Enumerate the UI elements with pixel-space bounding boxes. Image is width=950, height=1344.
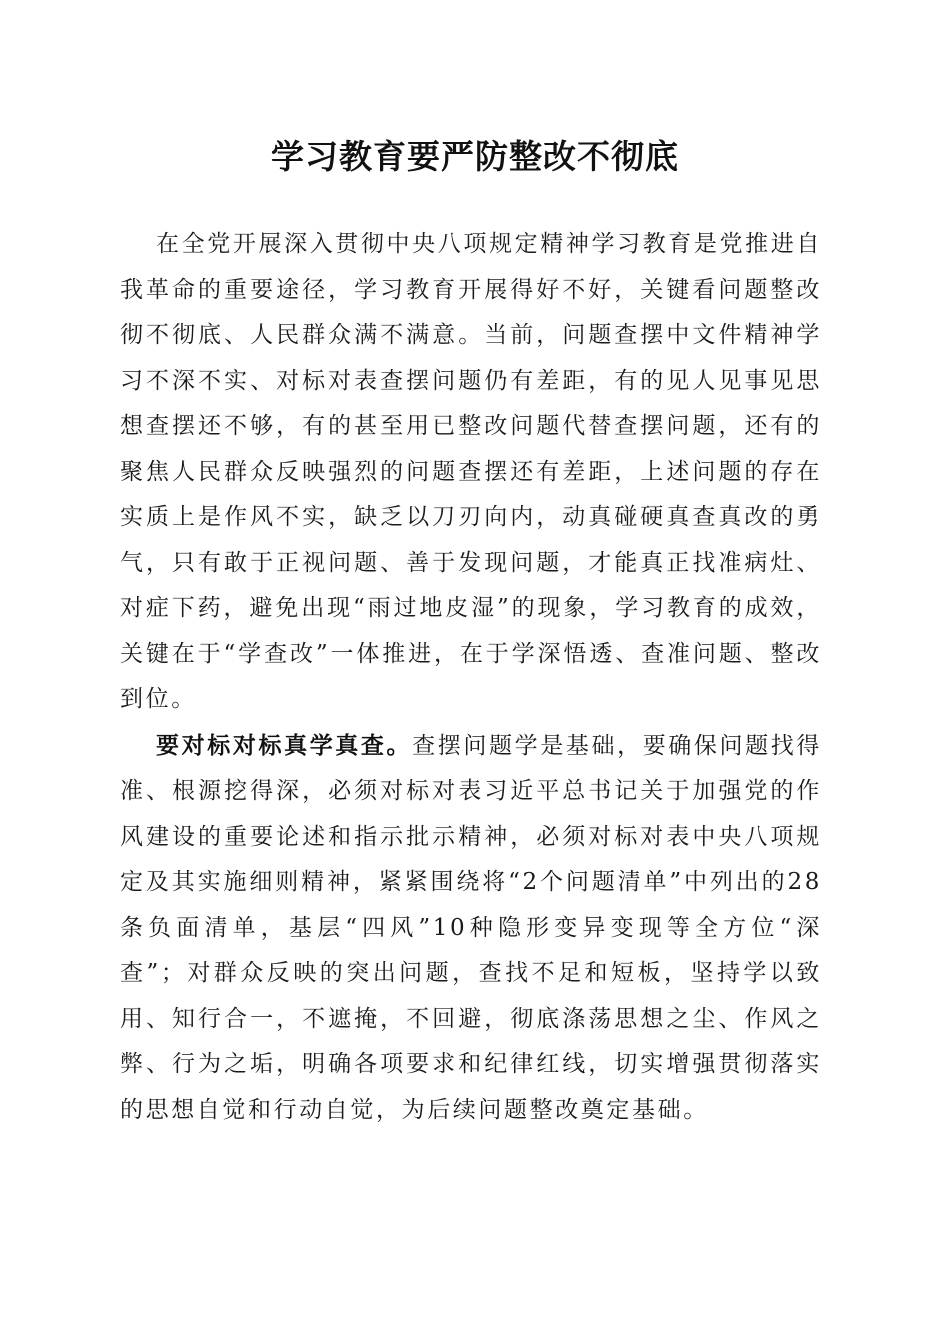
- paragraph-text: 在全党开展深入贯彻中央八项规定精神学习教育是党推进自我革命的重要途径，学习教育开展得好不好，关键看问题整改彻不彻底、人民群众满不满意。当前，问题查摆中文件精神学习不深不实、对标对表查摆问题仍有差距，有的见人见事见思想查摆还不够，有的甚至用已整改问题代替查摆问题，还有的聚焦人民群众反映强烈的问题查摆还有差距，上述问题的存在实质上是作风不实，缺乏以刀刃向内，动真碰硬真查真改的勇气，只有敢于正视问题、善于发现问题，才能真正找准病灶、对症下药，避免出现“雨过地皮湿”的现象，学习教育的成效，关键在于“学查改”一体推进，在于学深悟透、查准问题、整改到位。: [120, 231, 822, 712]
- paragraph-study-check: [120, 723, 822, 1134]
- paragraph-intro: [120, 222, 822, 723]
- paragraph-lead-heading: 要对标对标真学真查。: [156, 731, 413, 759]
- document-title: 学习教育要严防整改不彻底: [271, 137, 679, 176]
- document-body: [120, 222, 822, 1133]
- paragraph-text: 查摆问题学是基础，要确保问题找得准、根源挖得深，必须对标对表习近平总书记关于加强党的作风建设的重要论述和指示批示精神，必须对标对表中央八项规定及其实施细则精神，紧紧围绕将“2个问题清单”中列出的28条负面清单，基层“四风”10种隐形变异变现等全方位“深查”；对群众反映的突出问题，查找不足和短板，坚持学以致用、知行合一，不遮掩，不回避，彻底涤荡思想之尘、作风之弊、行为之垢，明确各项要求和纪律红线，切实增强贯彻落实的思想自觉和行动自觉，为后续问题整改奠定基础。: [120, 732, 822, 1123]
